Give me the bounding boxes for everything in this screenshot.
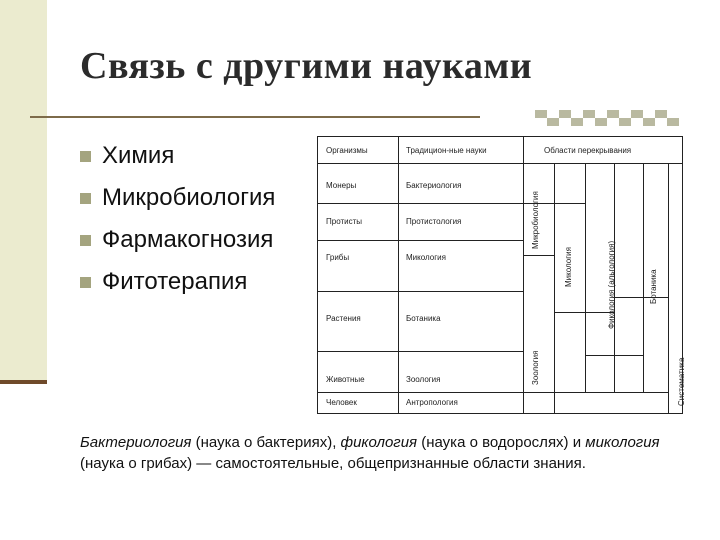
row-science: Антропология [406,398,458,407]
sidebar-decoration [0,0,47,383]
bullet-square-icon [80,277,91,288]
bullet-text: Химия [102,142,175,169]
row-organism: Животные [326,375,365,384]
overlap-botany: Ботаника [649,269,658,304]
row-organism: Монеры [326,181,357,190]
row-science: Зоология [406,375,441,384]
sciences-diagram [317,136,686,414]
bullet-square-icon [80,193,91,204]
bullet-text: Микробиология [102,184,276,211]
overlap-zoology: Зоология [531,350,540,385]
row-science: Микология [406,253,446,262]
bullet-item [80,177,275,219]
row-organism: Растения [326,314,361,323]
header-organisms: Организмы [326,146,368,155]
bullet-list [80,135,275,303]
caption-text: Бактериология (наука о бактериях), фикология (наука о водорослях) и микология (наука о грибах) — самостоятельные, общепризнанные области знания. [80,434,660,472]
sidebar-rule [0,380,47,384]
bullet-text: Фармакогнозия [102,226,274,253]
overlap-systematics: Систематика [677,357,686,406]
row-organism: Грибы [326,253,350,262]
header-overlap: Области перекрывания [544,146,632,155]
bullet-item [80,219,275,261]
overlap-microbiology: Микробиология [531,191,540,249]
row-science: Бактериология [406,181,462,190]
bullet-item [80,135,275,177]
row-organism: Протисты [326,217,363,226]
bullet-item [80,261,275,303]
bullet-square-icon [80,151,91,162]
bullet-text: Фитотерапия [102,268,248,295]
row-organism: Человек [326,398,357,407]
checker-decoration [535,108,685,128]
bullet-square-icon [80,235,91,246]
row-science: Протистология [406,217,462,226]
overlap-phycology: Фикология (альгология) [607,240,616,329]
row-science: Ботаника [406,314,441,323]
overlap-mycology: Микология [564,247,573,287]
header-traditional: Традицион-ные науки [406,146,487,155]
slide-title: Связь с другими науками [80,45,533,87]
title-underline [30,116,480,118]
